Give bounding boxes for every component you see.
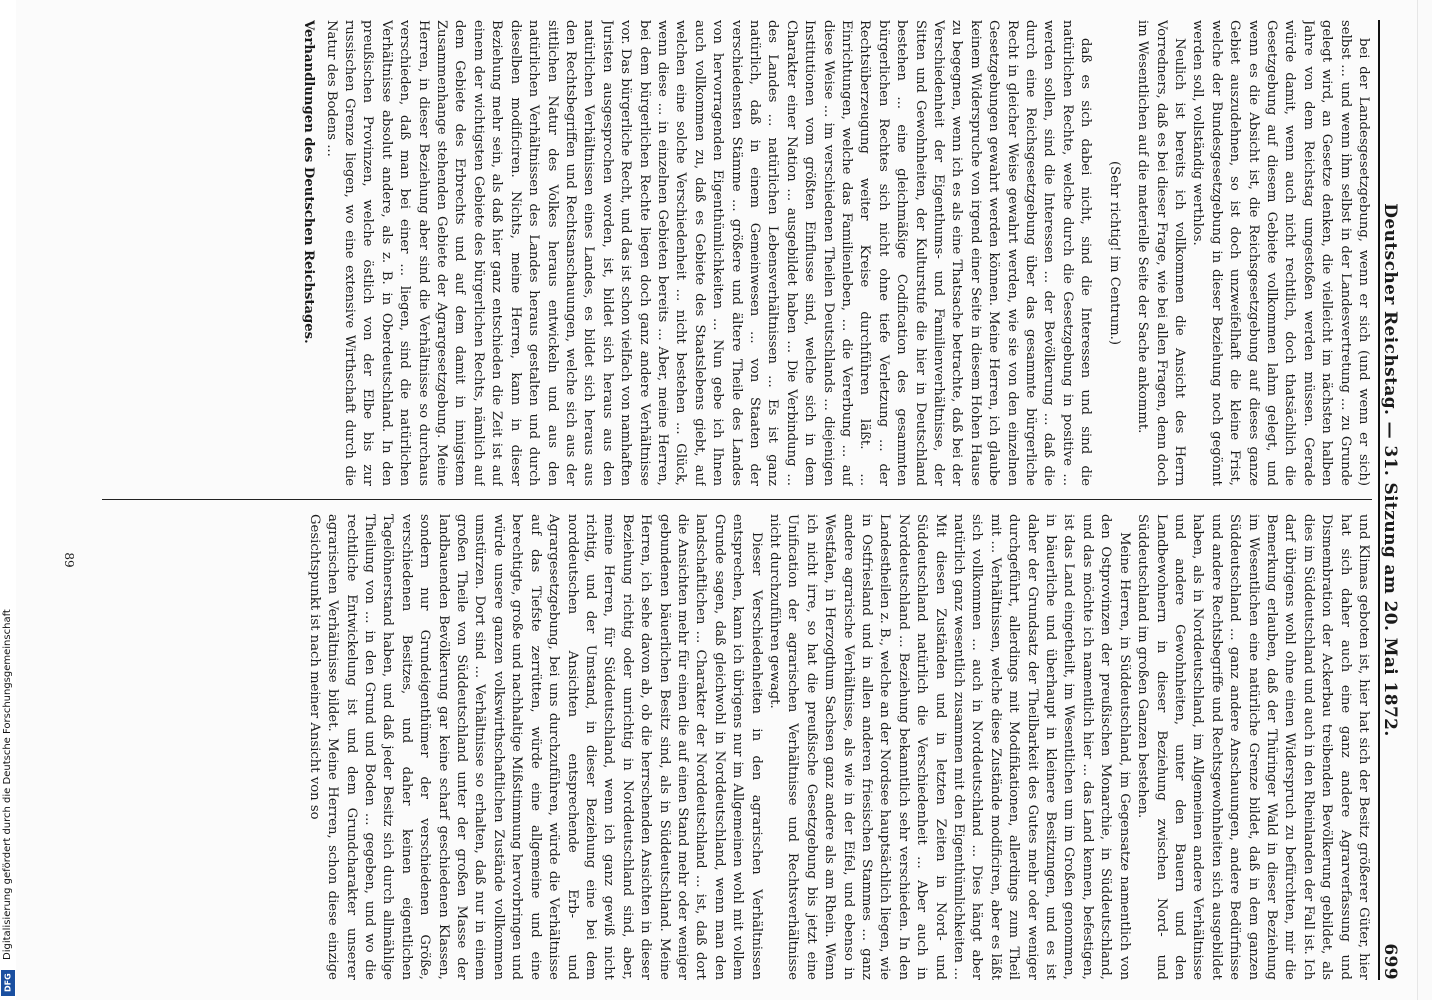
right-paragraph-3: Dieser Verschiedenheiten in den agrarischen Verhältnissen entsprechen, kann ich übrigens nur im Allgemeinen wohl mit vollem Grunde sagen, daß gleichwohl in Norddeutschland, wenn man den landschaftlichen ... Charakter der Norddeutschland ... ist, daß dort die Ansichten mehr für einen die auf einen Stand mehr oder weniger gebundenen bäuerlichen Besitz sind, als in Süddeutschland. Meine Herren, ich sehe davon ab, ob die herrschenden Ansichten in dieser Beziehung richtig oder unrichtig in Norddeutschland sind, aber, meine Herren, für Süddeutschland, wenn ich ganz gewiß nicht richtig, und der Umstand, in dieser Beziehung eine bei dem norddeutschen Ansichten entsprechende Erb- und Agrargesetzgebung, bei uns durchzuführen, würde die Verhältnisse auf das Tiefste zerrütten, würde eine allgemeine und eine berechtigte, große und nachhaltige Mißstimmung hervorbringen und würde unsere ganzen volkswirthschaftlichen Zustände vollkommen umstürzen. Dort sind ... Verhältnisse so erhalten, daß nur in einem großen Theile von Süddeutschland unter der großen Masse der landbauenden Bevölkerung gar keine scharf geschiedenen Klassen, sondern nur Grundeigenthümer der verschiedenen Größe, verschiedenen Besitzes, und daher keinen eigentlichen Tagelöhnerstand haben, und daß jeder Besitz sich durch allmählige Theilung von ... in den Grund und Boden ... gegeben, und wo die rechtliche Entwickelung ist und dem Grundcharakter unserer agrarischen Verhältnisse bildet. Meine Herren, schon diese einzige Gesichtspunkt ist nach meiner Ansicht von so xyxy=(306,514,764,980)
left-interjection: (Sehr richtig! im Centrum.) xyxy=(1106,160,1122,346)
right-paragraph-1: und Klimas geboten ist, hier hat sich der Besitz größerer Güter, hier hat sich daher auch eine ganz andere Agrarverfassung und Dismembration der Ackerbau treibenden Bevölkerung gebildet, als dies im Süddeutschland und auch in den Rheinlanden der Fall ist. Ich darf übrigens wohl ohne einen Widerspruch zu befürchten, mir die Bemerkung erlauben, daß der Thüringer Wald in dieser Beziehung im Wesentlichen eine natürliche Grenze bildet, daß in dem ganzen Süddeutschland ... ganz andere Anschauungen, andere Bedürfnisse und andere Rechtsbegriffe und Rechtsgewohnheiten sich ausgebildet haben, als in Norddeutschland, im Allgemeinen andere Verhältnisse und andere Gewohnheiten, unter den Bauern und den Landbewohnern in dieser Beziehung zwischen Nord- und Süddeutschland im großen Ganzen bestehen. xyxy=(1135,514,1371,980)
left-paragraph-2: Neulich ist bereits ich vollkommen die Ansicht des Herrn Vorredners, daß es bei dieser Frage, wie bei allen Fragen, denn doch im Wesentlichen auf die materielle Seite der Sache ankommt. xyxy=(1135,20,1187,486)
right-paragraph-2: Meine Herren, in Süddeutschland, im Gegensatze namentlich von den Ostprovinzen der preußischen Monarchie, in Süddeutschland, und das möchte ich namentlich hier ... das Land kennen, befestigen, ist das Land eingetheilt, im Wesentlichen um im Großen genommen, in bäuerliche und überhaupt in kleinere Besitzungen, und es ist daher der Grundsatz der Theilbarkeit des Gutes mehr oder weniger durchgeführt, allerdings mit Modifikationen, allerdings zum Theil mit ... Verhältnissen, welche diese Zustände modificiren, aber es läßt sich vollkommen ... auch in Norddeutschland ... Dies hängt aber natürlich ganz wesentlich zusammen mit den Eigenthümlichkeiten ... Mit diesen Zuständen und in letzten Zeiten in Nord- und Süddeutschland natürlich die Verschiedenheit ... Aber auch in Norddeutschland ... Beziehung bekanntlich sehr verschieden. In den Landestheilen z. B., welche an der Nordsee hauptsächlich liegen, wie in Ostfriesland und in allen anderen friesischen Stammes ... ganz andere agrarische Verhältnisse, als wie in der Eifel, und ebenso in Westfalen, in Herzogthum Sachsen ganz andere als am Rhein. Wenn ich nicht irre, so hat die preußische Gesetzgebung bis jetzt eine Unification der agrarischen Verhältnisse und Rechtsverhältnisse nicht durchzuführen gewagt. xyxy=(767,514,1132,980)
left-column xyxy=(102,20,1372,486)
left-paragraph-3: daß es sich dabei nicht, sind die Interessen und sind die natürlichen Rechte, welche durch die Gesetzgebung in positive ... werden sollen, sind die Interessen ... der Bevölkerung ... daß die durch eine Reichsgesetzgebung über das gesammte bürgerliche Recht in gleicher Weise gewahrt werden, wie sie von den einzelnen Gesetzgebungen gewahrt werden können. Meine Herren, ich glaube keinem Widerspruche von irgend einer Seite in diesem Hohen Hause zu begegnen, wenn ich es als eine Thatsache betrachte, daß bei der Verschiedenheit der Eigenthums- und Familienverhältnisse, der Sitten und Gewohnheiten, der Kulturstufe die hier in Deutschland bestehen ... eine gleichmäßige Codification des gesammten bürgerlichen Rechtes sich nicht ohne tiefe Verletzung ... der Rechtsüberzeugung weiter Kreise durchführen läßt. ... Einrichtungen, welche das Familienleben, ... die Vererbung ... auf diese Weise ... im verschiedenen Theilen Deutschlands ... diejenigen Institutionen vom größten Einflusse sind, welche sich in dem Charakter einer Nation ... ausgebildet haben ... Die Verbindung ... des Landes ... natürlichen Lebensverhältnissen ... Es ist ganz natürlich, daß in einem Gemeinwesen ... von Staaten der verschiedensten Stämme ... größere und ältere Theile des Landes von hervorragenden Eigenthümlichkeiten ... Nun gebe ich Ihnen auch vollkommen zu, daß es Gebiete des Staatslebens giebt, auf welchen eine solche Verschiedenheit ... nicht bestehen ... Glück, wenn diese ... in einzelnen Gebieten bereits ... Aber, meine Herren, bei dem bürgerlichen Rechte liegen doch ganz andere Verhältnisse vor. Das bürgerliche Recht, und das ist schon vielfach von namhaften Juristen ausgesprochen worden, ist, bildet sich heraus aus den natürlichen Verhältnissen eines Landes, es bildet sich heraus aus den Rechtsbegriffen und Rechtsanschauungen, welche sich aus der sittlichen Natur des Volkes heraus entwickeln und aus den natürlichen Verhältnissen des Landes heraus gestalten und durch dieselben modificiren. Nichts, meine Herren, kann in dieser Beziehung mehr sein, als daß hier ganz entschieden die Zeit ist auf einem der wichtigsten Gebiete des bürgerlichen Rechts, nämlich auf dem Gebiete des Erbrechts und auf dem damit in innigstem Zusammenhange stehenden Gebiete der Agrargesetzgebung. Meine Herren, in dieser Beziehung aber sind die Verhältnisse so durchaus verschieden, daß man bei einer ... liegen, sind die natürlichen Verhältnisse absolut andere, als z. B. in Oberdeutschland. In den preußischen Provinzen, welche östlich von der Elbe bis zur russischen Grenze liegen, wo eine extensive Wirthschaft durch die Natur des Bodens ... xyxy=(323,20,1094,486)
page-edge xyxy=(1417,0,1432,1000)
rotated-document-page xyxy=(26,0,1416,1000)
column-divider xyxy=(102,499,1372,500)
digitization-strip xyxy=(0,0,16,1000)
page-number: 699 xyxy=(1380,943,1400,980)
left-closing-line: Verhandlungen des Deutschen Reichstages. xyxy=(301,20,317,344)
left-paragraph-1: bei der Landesgesetzgebung, wenn er sich (und wenn er sich) selbst ... und wenn ihm selbst in der Landesvertretung ... zu Grunde gelegt wird, an Gesetze denken, die vielleicht im nächsten halben Jahre von dem Reichstag umgestoßen werden müssen. Gerade würde damit, wenn auch nicht rechtlich, doch thatsächlich die Gesetzgebung auf diesem Gebiete vollkommen lahm gelegt, und wenn es die Absicht ist, die Reichsgesetzgebung auf dieses ganze Gebiet auszudehnen, so ist doch unzweifelhaft die kleine Frist, welche der Bundesgesetzgebung in dieser Beziehung noch gegönnt werden soll, vollständig werthlos. xyxy=(1190,20,1371,486)
dfg-logo-icon: DFG xyxy=(1,970,15,996)
header-title: Deutscher Reichstag. — 31. Sitzung am 20. Mai 1872. xyxy=(1380,203,1400,737)
right-column xyxy=(102,514,1372,980)
running-header xyxy=(1378,20,1410,980)
signature-mark: 89 xyxy=(62,552,76,568)
digitization-note: Digitalisierung gefördert durch die Deutsche Forschungsgemeinschaft xyxy=(2,609,13,960)
